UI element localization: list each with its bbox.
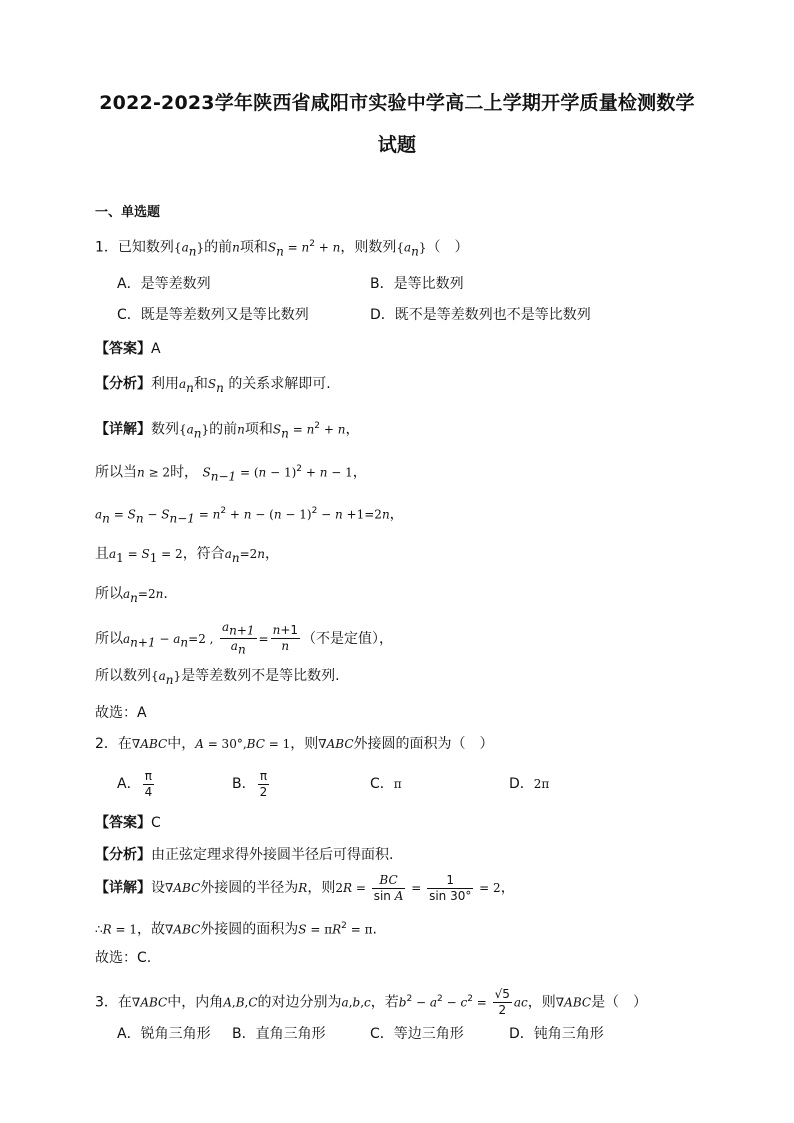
q1-analysis: 【分析】利用$a_n$和$S_n$ 的关系求解即可. <box>95 376 331 395</box>
q2-choose: 故选：C. <box>95 950 152 966</box>
q1-step-3: 且$a_1 = S_1 = 2$，符合$a_n=2n$， <box>95 546 280 565</box>
section-heading: 一、单选题 <box>95 205 161 220</box>
q2-analysis: 【分析】由正弦定理求得外接圆半径后可得面积. <box>95 847 394 863</box>
q3-option-b: B．直角三角形 <box>232 1026 326 1042</box>
q1-option-c: C．既是等差数列又是等比数列 <box>117 307 309 323</box>
doc-title-line1: 2022-2023学年陕西省咸阳市实验中学高二上学期开学质量检测数学 <box>99 92 695 114</box>
q1-option-d: D．既不是等差数列也不是等比数列 <box>370 307 591 323</box>
q3-option-c: C．等边三角形 <box>370 1026 464 1042</box>
q3-stem: 3．在∇ABC中，内角A,B,C的对边分别为a,b,c，若$b^2 - a^2 - c^2$ = $\frac{√5}{2}$ ac，则∇ABC是（ ） <box>95 987 648 1018</box>
q1-step-6: 所以数列$\{a_n\}$是等差数列不是等比数列. <box>95 668 340 687</box>
q2-answer: 【答案】C <box>95 815 161 831</box>
q2-option-d: D．2π <box>509 776 550 792</box>
q3-option-d: D．钝角三角形 <box>509 1026 604 1042</box>
q1-step-5: 所以$a_{n+1} - a_n=2$ , $\frac{a_{n+1}}{a_n}$ = $\frac{n+1}{n}$ （不是定值）， <box>95 620 394 657</box>
q1-option-b: B．是等比数列 <box>370 276 464 292</box>
q1-step-4: 所以$a_n=2n$. <box>95 586 168 605</box>
q1-option-a: A．是等差数列 <box>117 276 211 292</box>
q2-detail: 【详解】设∇ABC外接圆的半径为R，则2R = $\frac{BC}{\text{sin A}}$ = $\frac{1}{\sin 30^\circ}$ = 2， <box>95 872 515 903</box>
q1-step-2: $a_n = S_n - S_{n-1} = n^2 + n - (n - 1)^2 - n +1=2n$， <box>95 506 404 526</box>
q1-step-1: 所以当n ≥ 2时， $S_{n-1} = (n - 1)^2 + n - 1$， <box>95 464 367 484</box>
q1-answer: 【答案】A <box>95 341 161 357</box>
q1-choose: 故选：A <box>95 705 147 721</box>
q1-stem: 1．已知数列$\{a_n\}$的前n项和$S_n = n^2 + n$，则数列$\{a_n\}$（ ） <box>95 239 469 259</box>
q2-option-c: C．π <box>370 776 402 792</box>
q2-option-b: B． $\frac{\pi}{2}$ <box>232 768 268 799</box>
q3-option-a: A．锐角三角形 <box>117 1026 211 1042</box>
q2-option-a: A． $\frac{\pi}{4}$ <box>117 768 153 799</box>
q1-detail: 【详解】数列$\{a_n\}$的前n项和$S_n = n^2 + n$， <box>95 421 360 441</box>
q2-step-1: ∴R = 1，故∇ABC外接圆的面积为$S = \pi R^2 = \pi$. <box>95 921 377 938</box>
q2-stem: 2．在∇ABC中，A = 30°,BC = 1，则∇ABC外接圆的面积为（ ） <box>95 736 494 752</box>
doc-title-line2: 试题 <box>377 134 417 156</box>
